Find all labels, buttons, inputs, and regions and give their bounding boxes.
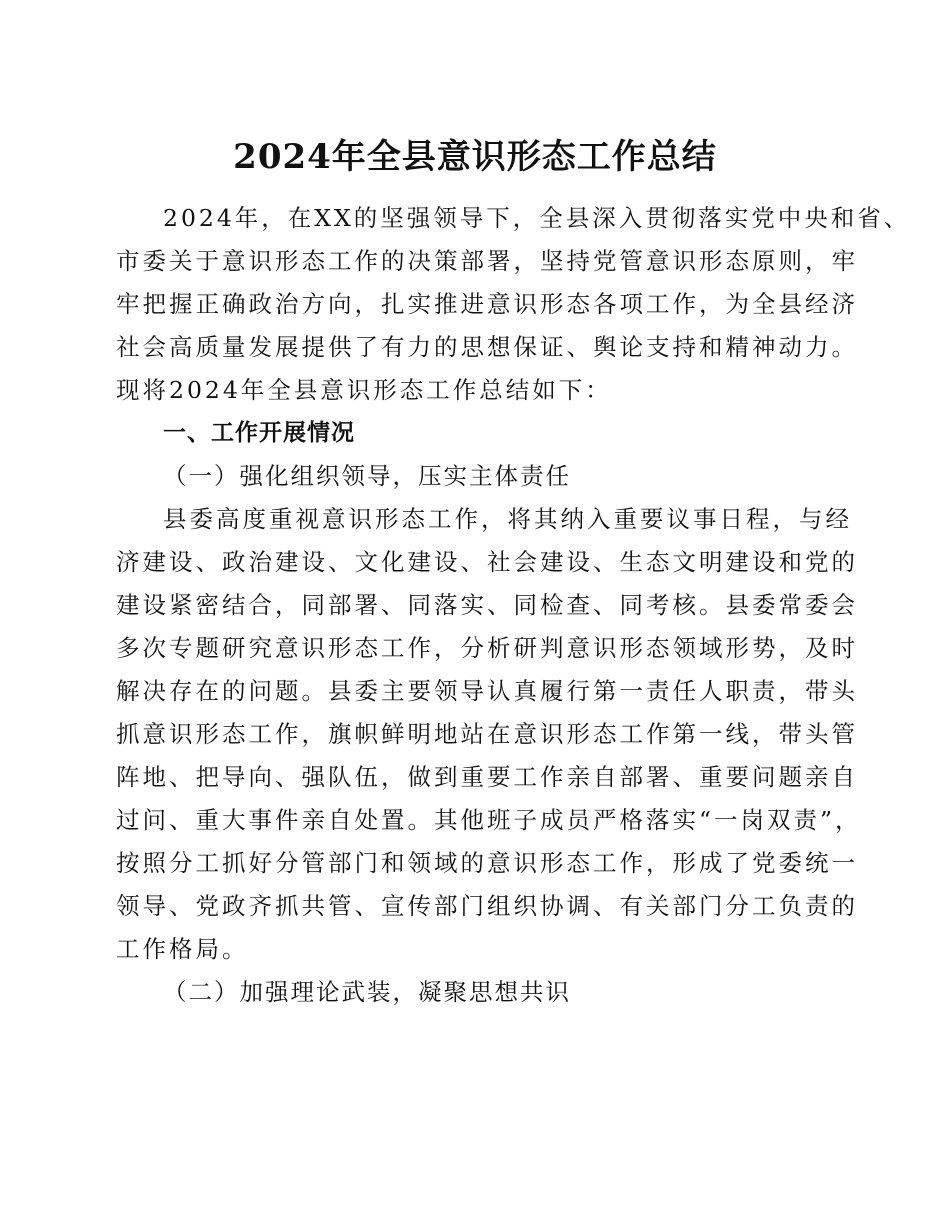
paragraph-line: 市委关于意识形态工作的决策部署，坚持党管意识形态原则，牢 xyxy=(116,247,858,275)
paragraph-line: 县委高度重视意识形态工作，将其纳入重要议事日程，与经 xyxy=(163,505,852,533)
paragraph-line: 解决存在的问题。县委主要领导认真履行第一责任人职责，带头 xyxy=(116,677,858,705)
paragraph-line: 工作格局。 xyxy=(116,935,249,963)
paragraph-line: 按照分工抓好分管部门和领域的意识形态工作，形成了党委统一 xyxy=(116,849,858,877)
paragraph-line: 领导、党政齐抓共管、宣传部门组织协调、有关部门分工负责的 xyxy=(116,892,858,920)
paragraph-line: 济建设、政治建设、文化建设、社会建设、生态文明建设和党的 xyxy=(116,548,858,576)
paragraph-line: 牢把握正确政治方向，扎实推进意识形态各项工作，为全县经济 xyxy=(116,290,858,318)
paragraph-line: 社会高质量发展提供了有力的思想保证、舆论支持和精神动力。 xyxy=(116,333,858,361)
paragraph-line: 阵地、把导向、强队伍，做到重要工作亲自部署、重要问题亲自 xyxy=(116,763,858,791)
document-body xyxy=(116,197,911,1014)
paragraph-line: 现将2024年全县意识形态工作总结如下： xyxy=(116,376,612,404)
paragraph-line: 多次专题研究意识形态工作，分析研判意识形态领域形势，及时 xyxy=(116,634,858,662)
document-title: 2024年全县意识形态工作总结 xyxy=(233,137,717,177)
subsection-heading: （二）加强理论武装，凝聚思想共识 xyxy=(163,978,571,1006)
paragraph-line: 过问、重大事件亲自处置。其他班子成员严格落实“一岗双责”， xyxy=(116,806,862,834)
subsection-heading: （一）强化组织领导，压实主体责任 xyxy=(163,462,571,490)
paragraph-line: 建设紧密结合，同部署、同落实、同检查、同考核。县委常委会 xyxy=(116,591,858,619)
paragraph-line: 2024年，在XX的坚强领导下，全县深入贯彻落实党中央和省、 xyxy=(163,204,911,232)
section-heading: 一、工作开展情况 xyxy=(163,420,355,446)
paragraph-line: 抓意识形态工作，旗帜鲜明地站在意识形态工作第一线，带头管 xyxy=(116,720,858,748)
